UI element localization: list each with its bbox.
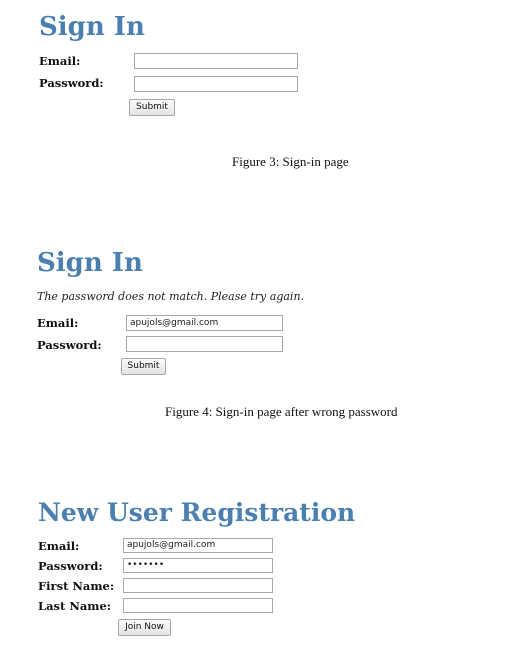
registration-title: New User Registration — [38, 498, 356, 527]
figure-4-caption: Figure 4: Sign-in page after wrong password — [165, 404, 398, 419]
password-field[interactable] — [126, 336, 283, 352]
password-field[interactable]: ••••••• — [123, 558, 273, 573]
email-label: Email: — [37, 316, 79, 330]
email-field[interactable] — [134, 53, 298, 69]
password-field[interactable] — [134, 76, 298, 92]
last-name-label: Last Name: — [38, 599, 112, 613]
email-label: Email: — [39, 54, 81, 68]
password-label: Password: — [37, 338, 102, 352]
password-label: Password: — [39, 76, 104, 90]
error-message: The password does not match. Please try again. — [37, 290, 305, 303]
email-field[interactable]: apujols@gmail.com — [123, 538, 273, 553]
first-name-field[interactable] — [123, 578, 273, 593]
submit-button[interactable]: Submit — [129, 99, 175, 116]
submit-button[interactable]: Submit — [121, 358, 166, 375]
email-label: Email: — [38, 539, 80, 553]
signin-title: Sign In — [39, 12, 145, 42]
email-field[interactable]: apujols@gmail.com — [126, 315, 283, 331]
join-now-button[interactable]: Join Now — [118, 619, 171, 636]
first-name-label: First Name: — [38, 579, 115, 593]
signin-error-title: Sign In — [37, 248, 143, 278]
last-name-field[interactable] — [123, 598, 273, 613]
figure-3-caption: Figure 3: Sign-in page — [232, 154, 349, 169]
password-label: Password: — [38, 559, 103, 573]
